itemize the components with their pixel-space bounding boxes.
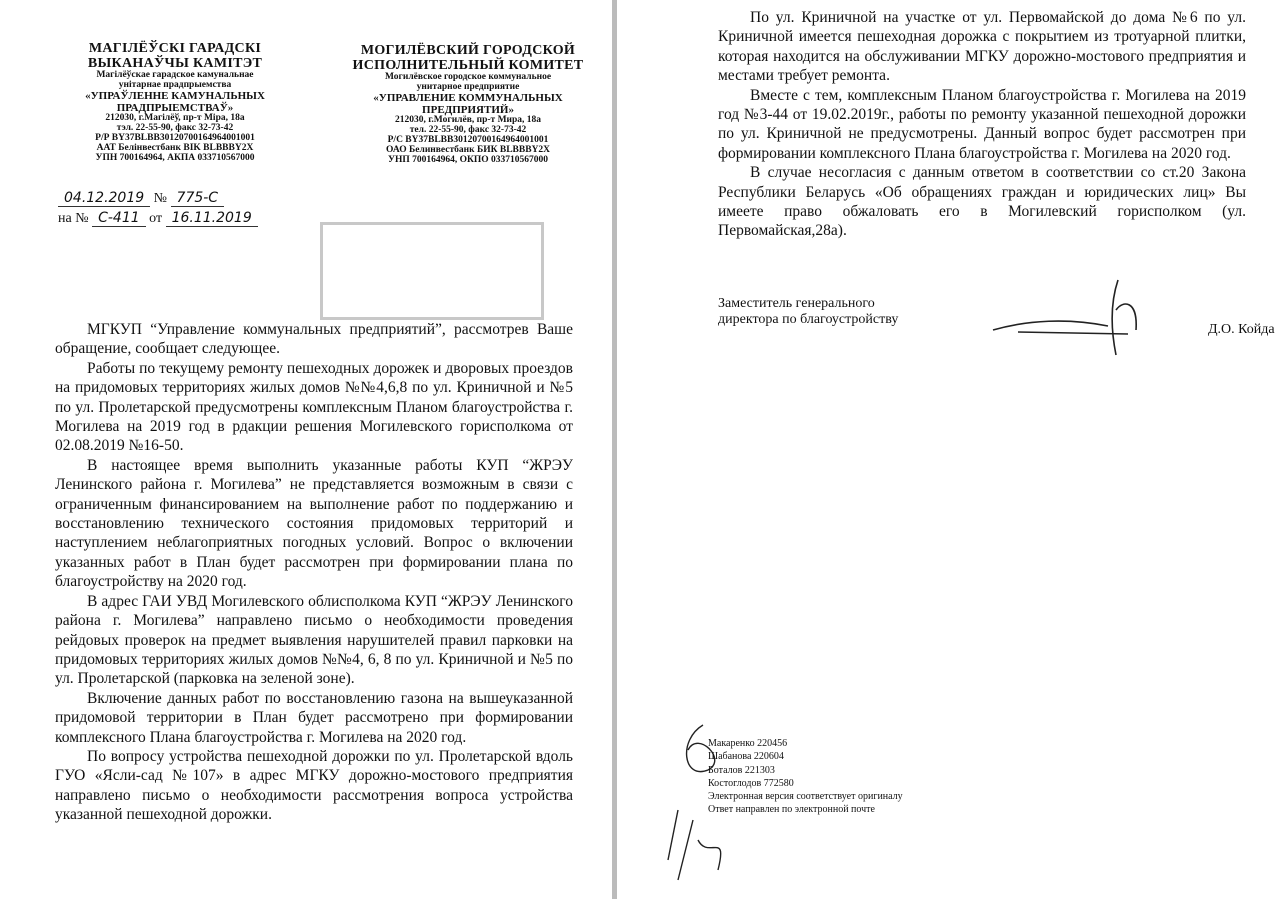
header-line: УПН 700164964, АКПА 033710567000 bbox=[95, 153, 255, 164]
header-line: тел. 22-55-90, факс 32-73-42 bbox=[409, 125, 527, 136]
executor-line: Макаренко 220456 bbox=[708, 738, 788, 749]
ref-label: на № bbox=[58, 211, 89, 226]
header-line: тэл. 22-55-90, факс 32-73-42 bbox=[116, 123, 234, 134]
executor-line: Электронная версия соответствует оригиналу bbox=[708, 791, 903, 803]
paragraph: Работы по текущему ремонту пешеходных дорожек и дворовых проездов на придомовых территориях жилых домов №№4,6,8 по ул. Криничной и №5 по ул. Пролетарской предусмотрены комплексным Планом благоустройства г. Могилева на 2019 год в рдакции решения Могилевского горисполкома от 02.08.2019 №16-50. bbox=[55, 359, 573, 455]
number-label: № bbox=[153, 191, 168, 206]
header-line: МОГИЛЁВСКИЙ ГОРОДСКОЙ bbox=[360, 43, 576, 58]
executors-list bbox=[708, 737, 903, 817]
paragraph: По вопросу устройства пешеходной дорожки по ул. Пролетарской вдоль ГУО «Ясли-сад №107» в адрес МГКУ дорожно-мостового предприятия направлено письмо о необходимости рассмотрения вопроса устройства указанной пешеходной дорожки. bbox=[55, 747, 573, 824]
letter-body-2 bbox=[718, 8, 1246, 241]
ref-number: С-411 bbox=[92, 210, 146, 227]
signatory-name: Д.О. Койда bbox=[1208, 322, 1275, 337]
header-line: ИСПОЛНИТЕЛЬНЫЙ КОМИТЕТ bbox=[352, 57, 584, 73]
paragraph: Вместе с тем, комплексным Планом благоустройства г. Могилева на 2019 год №3-44 от 19.02.2019г., работы по ремонту указанной пешеходной дорожки по ул. Криничной не предусмотрены. Данный вопрос будет рассмотрен при формировании комплексного Плана благоустройства г. Могилева на 2020 год. bbox=[718, 86, 1246, 162]
header-line: ВЫКАНАЎЧЫ КАМІТЭТ bbox=[87, 55, 263, 71]
signature-icon bbox=[988, 270, 1158, 360]
incoming-reference bbox=[58, 210, 258, 227]
header-russian bbox=[348, 44, 588, 166]
paragraph: В настоящее время выполнить указанные работы КУП “ЖРЭУ Ленинского района г. Могилева” не представляется возможным в связи с ограниченным финансированием на выполнение работ по поддержанию и восстановлению технического состояния придомовых территорий и наступлением неблагоприятных погодных условий. Вопрос о включении указанных работ в План будет рассмотрен при формировании плана по благоустройству на 2020 год. bbox=[55, 456, 573, 591]
executor-line: Боталов 221303 bbox=[708, 764, 775, 776]
header-line: 212030, г.Могилёв, пр-т Мира, 18а bbox=[394, 115, 542, 126]
header-line: унитарное предприятие bbox=[416, 82, 520, 93]
letter-page-2 bbox=[618, 0, 1280, 899]
header-line: унітарнае прадпрыемства bbox=[118, 80, 232, 91]
page-divider bbox=[612, 0, 617, 899]
paragraph: Включение данных работ по восстановлению газона на вышеуказанной придомовой территории в План будет рассмотрено при формировании комплексного Плана благоустройства г. Могилева на 2020 год. bbox=[55, 689, 573, 746]
outgoing-number: 775-С bbox=[171, 190, 225, 207]
ref-date: 16.11.2019 bbox=[166, 210, 258, 227]
header-line: ПРАДПРЫЕМСТВАЎ» bbox=[116, 101, 234, 114]
header-line: «УПРАЎЛЕННЕ КАМУНАЛЬНЫХ bbox=[85, 90, 265, 103]
paragraph: В адрес ГАИ УВД Могилевского облисполкома КУП “ЖРЭУ Ленинского района г. Могилева” направлено письмо о необходимости проведения рейдовых проверок на предмет выявления нарушителей правил парковки на придомовых территориях жилых домов №№4, 6, 8 по ул. Криничной и №5 по ул. Пролетарской (парковка на зеленой зоне). bbox=[55, 592, 573, 688]
header-line: «УПРАВЛЕНИЕ КОММУНАЛЬНЫХ bbox=[373, 92, 563, 105]
outgoing-date: 04.12.2019 bbox=[58, 190, 150, 207]
header-line: Р/Р BY37BLBB30120700164964001001 bbox=[95, 133, 255, 144]
header-line: Р/С BY37BLBB30120700164964001001 bbox=[387, 135, 549, 146]
executor-line: Шабанова 220604 bbox=[708, 751, 784, 763]
from-label: от bbox=[149, 211, 163, 226]
signatory-title-line: Заместитель генерального bbox=[718, 296, 875, 311]
header-line: Магілёўскае гарадское камунальнае bbox=[96, 70, 254, 81]
header-line: ААТ Белінвестбанк BIK BLBBBY2X bbox=[96, 143, 254, 154]
header-line: 212030, г.Магілёў, пр-т Міра, 18а bbox=[105, 113, 245, 124]
paragraph: В случае несогласия с данным ответом в соответствии со ст.20 Закона Республики Беларусь «Об обращениях граждан и юридических лиц» Вы имеете право обжаловать его в Могилевский горисполком (ул. Первомайская,28а). bbox=[718, 164, 1246, 240]
signatory-title-line: директора по благоустройству bbox=[718, 312, 899, 327]
paragraph: МГКУП “Управление коммунальных предприятий”, рассмотрев Ваше обращение, сообщает следующее. bbox=[55, 321, 573, 358]
paragraph: По ул. Криничной на участке от ул. Первомайской до дома №6 по ул. Криничной имеется пешеходная дорожка с покрытием из тротуарной плитки, которая находится на обслуживании МГКУ дорожно-мостового предприятия и местами требует ремонта. bbox=[718, 9, 1246, 85]
header-line: ОАО Белинвестбанк БИК BLBBBY2X bbox=[385, 145, 551, 156]
executor-line: Костоглодов 772580 bbox=[708, 777, 794, 789]
letter-page-1 bbox=[0, 0, 612, 899]
header-line: УНП 700164964, ОКПО 033710567000 bbox=[387, 155, 549, 166]
outgoing-registration bbox=[58, 190, 224, 207]
letter-body-1 bbox=[55, 320, 573, 825]
header-line: Могилёвское городское коммунальное bbox=[384, 72, 552, 83]
executor-line: Ответ направлен по электронной почте bbox=[708, 804, 875, 816]
header-line: ПРЕДПРИЯТИЙ» bbox=[422, 103, 514, 116]
signatory-title bbox=[718, 296, 898, 328]
header-line: МАГІЛЁЎСКІ ГАРАДСКІ bbox=[88, 41, 262, 56]
redacted-address-box bbox=[320, 222, 544, 320]
header-belarusian bbox=[50, 42, 300, 164]
